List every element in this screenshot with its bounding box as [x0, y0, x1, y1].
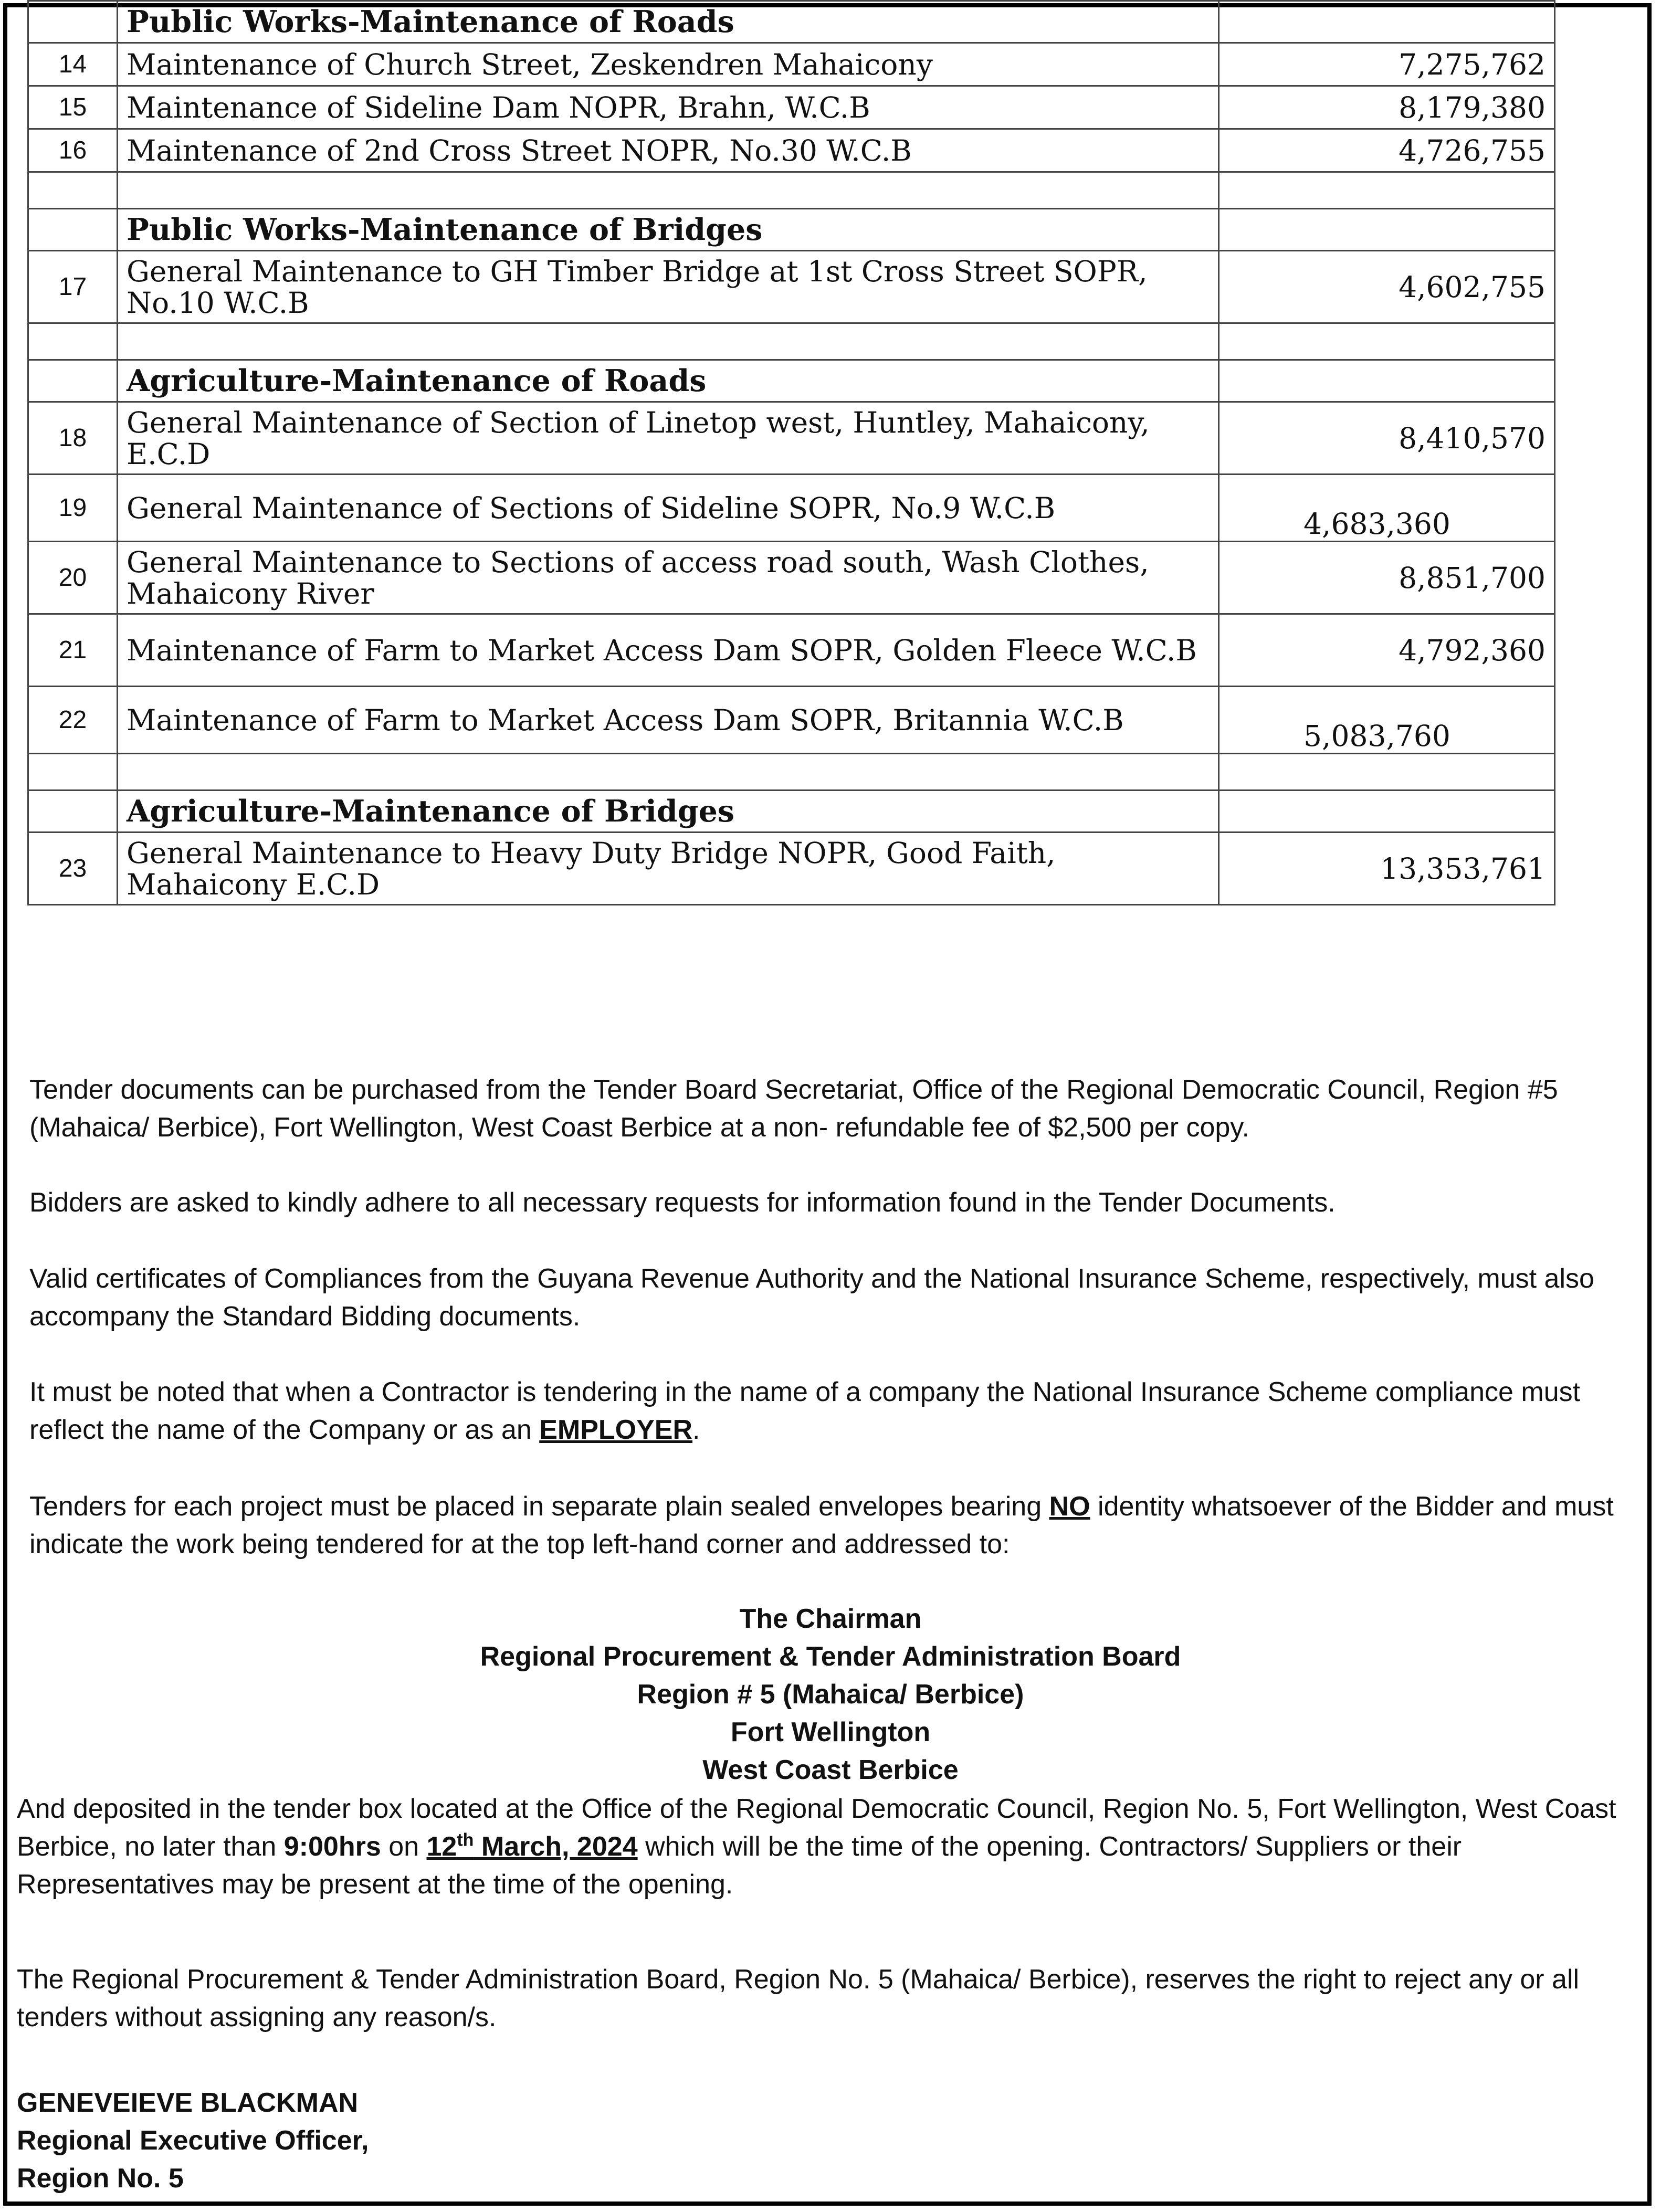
row-description: General Maintenance of Section of Linetop west, Huntley, Mahaicony, E.C.D [118, 402, 1219, 475]
row-description: General Maintenance of Sections of Sideline SOPR, No.9 W.C.B [118, 475, 1219, 542]
address-line-4: Fort Wellington [730, 1717, 931, 1747]
row-description [118, 323, 1219, 360]
row-description [118, 754, 1219, 791]
signature-block [17, 2084, 752, 2197]
paragraph-purchase [29, 1071, 1636, 1146]
row-description: General Maintenance to GH Timber Bridge at 1st Cross Street SOPR, No.10 W.C.B [118, 251, 1219, 323]
paragraph-compliance [29, 1260, 1636, 1335]
table-section-row [28, 1, 1555, 43]
row-number: 15 [28, 86, 118, 129]
row-description [118, 172, 1219, 209]
deposit-day-suffix: th [457, 1830, 474, 1850]
row-number: 20 [28, 542, 118, 614]
employer-post: . [692, 1415, 700, 1445]
row-number [28, 172, 118, 209]
address-line-5: West Coast Berbice [702, 1755, 959, 1785]
deposit-time: 9:00hrs [283, 1831, 381, 1862]
paragraph-envelopes [29, 1488, 1636, 1563]
table-row [28, 614, 1555, 687]
row-amount: 8,410,570 [1219, 402, 1555, 475]
row-amount [1219, 172, 1555, 209]
table-section-row [28, 360, 1555, 402]
table-blank-row [28, 172, 1555, 209]
row-amount: 8,179,380 [1219, 86, 1555, 129]
table-section-row [28, 791, 1555, 833]
table-row [28, 86, 1555, 129]
row-number [28, 791, 118, 833]
row-number: 21 [28, 614, 118, 687]
section-heading: Agriculture-Maintenance of Roads [118, 360, 1219, 402]
row-description: General Maintenance to Heavy Duty Bridge NOPR, Good Faith, Mahaicony E.C.D [118, 833, 1219, 905]
row-amount [1219, 791, 1555, 833]
row-amount: 8,851,700 [1219, 542, 1555, 614]
signature-name: GENEVEIEVE BLACKMAN [17, 2088, 359, 2118]
table-row [28, 129, 1555, 172]
paragraph-envelopes-text [29, 1488, 1636, 1563]
paragraph-adhere [29, 1184, 1636, 1221]
paragraph-deposit-text [17, 1790, 1639, 1903]
address-line-1: The Chairman [739, 1604, 922, 1634]
row-number: 18 [28, 402, 118, 475]
deposit-month-year: March, 2024 [474, 1831, 638, 1862]
address-line-3: Region # 5 (Mahaica/ Berbice) [637, 1679, 1024, 1710]
envelopes-emphasis: NO [1049, 1491, 1090, 1522]
employer-pre: It must be noted that when a Contractor is tendering in the name of a company the National Insurance Scheme compliance must reflect the name of the Company or as an [29, 1377, 1581, 1445]
deposit-date [427, 1831, 638, 1862]
row-number: 17 [28, 251, 118, 323]
table-row [28, 43, 1555, 86]
row-amount [1219, 1, 1555, 43]
paragraph-employer-text [29, 1373, 1636, 1449]
row-amount [1219, 360, 1555, 402]
paragraph-deposit [17, 1790, 1639, 1903]
row-description: Maintenance of Farm to Market Access Dam SOPR, Golden Fleece W.C.B [118, 614, 1219, 687]
section-heading: Public Works-Maintenance of Bridges [118, 209, 1219, 251]
paragraph-compliance-text: Valid certificates of Compliances from the Guyana Revenue Authority and the National Insurance Scheme, respectively, must also accompany the Standard Bidding documents. [29, 1263, 1594, 1332]
tender-table [27, 0, 1555, 905]
table-row [28, 475, 1555, 542]
table-row [28, 402, 1555, 475]
row-amount: 5,083,760 [1219, 687, 1555, 754]
tender-table-body [28, 1, 1555, 905]
table-blank-row [28, 323, 1555, 360]
table-row [28, 251, 1555, 323]
paragraph-adhere-text: Bidders are asked to kindly adhere to all necessary requests for information found in the Tender Documents. [29, 1187, 1336, 1218]
employer-emphasis: EMPLOYER [539, 1415, 693, 1445]
row-number: 14 [28, 43, 118, 86]
row-description: Maintenance of Church Street, Zeskendren Mahaicony [118, 43, 1219, 86]
row-number [28, 1, 118, 43]
row-number [28, 209, 118, 251]
row-description: General Maintenance to Sections of access road south, Wash Clothes, Mahaicony River [118, 542, 1219, 614]
section-heading: Public Works-Maintenance of Roads [118, 1, 1219, 43]
signature-region: Region No. 5 [17, 2163, 184, 2194]
row-description: Maintenance of 2nd Cross Street NOPR, No.30 W.C.B [118, 129, 1219, 172]
envelopes-pre: Tenders for each project must be placed in separate plain sealed envelopes bearing [29, 1491, 1049, 1522]
table-section-row [28, 209, 1555, 251]
paragraph-rights-text: The Regional Procurement & Tender Administration Board, Region No. 5 (Mahaica/ Berbice), reserves the right to reject any or all tenders without assigning any reason/s. [17, 1964, 1580, 2032]
section-heading: Agriculture-Maintenance of Bridges [118, 791, 1219, 833]
row-amount [1219, 323, 1555, 360]
row-number: 19 [28, 475, 118, 542]
table-row [28, 833, 1555, 905]
row-number: 23 [28, 833, 118, 905]
signature-title: Regional Executive Officer, [17, 2125, 369, 2156]
paragraph-employer [29, 1373, 1636, 1449]
address-line-2: Regional Procurement & Tender Administration Board [480, 1641, 1181, 1672]
row-amount: 4,602,755 [1219, 251, 1555, 323]
row-description: Maintenance of Farm to Market Access Dam SOPR, Britannia W.C.B [118, 687, 1219, 754]
table-row [28, 542, 1555, 614]
row-number [28, 754, 118, 791]
row-amount: 7,275,762 [1219, 43, 1555, 86]
row-number: 22 [28, 687, 118, 754]
row-amount: 4,792,360 [1219, 614, 1555, 687]
table-row [28, 687, 1555, 754]
table-blank-row [28, 754, 1555, 791]
row-amount [1219, 209, 1555, 251]
paragraph-purchase-text: Tender documents can be purchased from the Tender Board Secretariat, Office of the Regional Democratic Council, Region #5 (Mahaica/ Berbice), Fort Wellington, West Coast Berbice at a non- refundable fee of $2,500 per copy. [29, 1075, 1558, 1143]
row-description: Maintenance of Sideline Dam NOPR, Brahn, W.C.B [118, 86, 1219, 129]
row-amount: 4,726,755 [1219, 129, 1555, 172]
row-amount: 13,353,761 [1219, 833, 1555, 905]
row-amount [1219, 754, 1555, 791]
paragraph-rights [17, 1961, 1639, 2036]
row-number [28, 360, 118, 402]
address-block [0, 1600, 1661, 1789]
deposit-post: which will be the time of the opening. Contractors/ Suppliers or their Representatives may be present at the time of the opening. [17, 1831, 1462, 1900]
envelopes-post: identity whatsoever of the Bidder and must indicate the work being tendered for at the top left-hand corner and addressed to: [29, 1491, 1614, 1560]
row-amount: 4,683,360 [1219, 475, 1555, 542]
deposit-pre: And deposited in the tender box located at the Office of the Regional Democratic Council, Region No. 5, Fort Wellington, West Coast Berbice, no later than [17, 1794, 1616, 1862]
deposit-on: on [381, 1831, 427, 1862]
row-number: 16 [28, 129, 118, 172]
row-number [28, 323, 118, 360]
deposit-day: 12 [426, 1831, 457, 1862]
